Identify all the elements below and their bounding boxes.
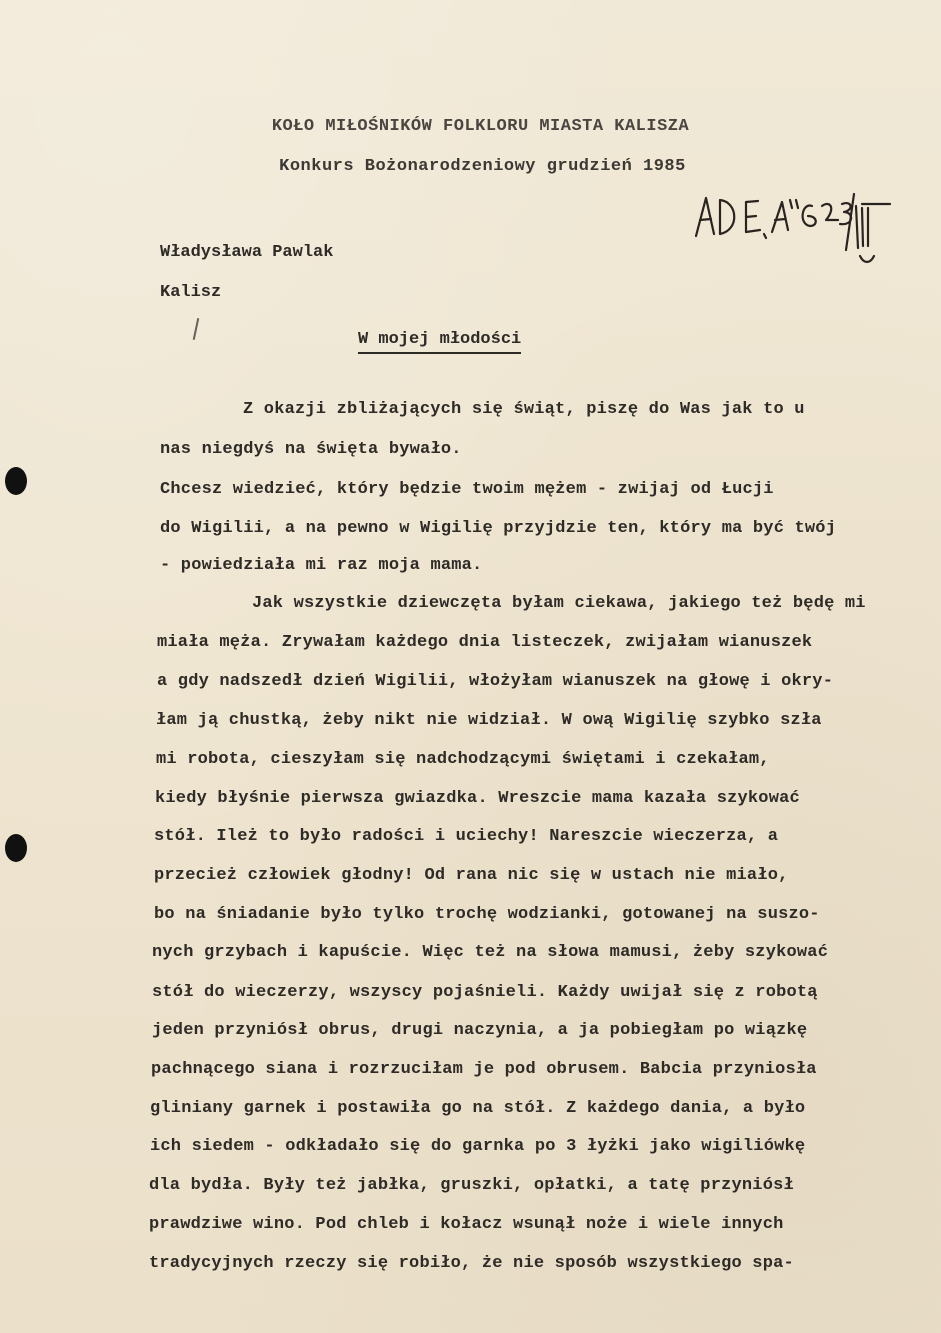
contest-header: Konkurs Bożonarodzeniowy grudzień 1985 — [279, 157, 686, 176]
body-line: a gdy nadszedł dzień Wigilii, włożyłam wianuszek na głowę i okry- — [157, 672, 834, 691]
body-line: mi robota, cieszyłam się nadchodzącymi świętami i czekałam, — [156, 750, 770, 769]
author-name: Władysława Pawlak — [160, 243, 334, 262]
body-line: przecież człowiek głodny! Od rana nic się w ustach nie miało, — [154, 866, 789, 885]
body-line: ich siedem - odkładało się do garnka po 3 łyżki jako wigiliówkę — [150, 1137, 806, 1156]
body-line: bo na śniadanie było tylko trochę wodzianki, gotowanej na suszo- — [154, 905, 820, 924]
punch-hole — [5, 467, 27, 495]
body-line: gliniany garnek i postawiła go na stół. Z każdego dania, a było — [150, 1099, 806, 1118]
punch-hole — [5, 834, 27, 862]
body-line: nych grzybach i kapuście. Więc też na słowa mamusi, żeby szykować — [152, 943, 829, 962]
author-city: Kalisz — [160, 283, 222, 302]
pen-mark — [193, 318, 200, 340]
handwritten-archive-signature — [690, 190, 900, 275]
body-line: kiedy błyśnie pierwsza gwiazdka. Wreszcie mama kazała szykować — [155, 789, 800, 808]
body-line: łam ją chustką, żeby nikt nie widział. W ową Wigilię szybko szła — [156, 711, 822, 730]
body-line: stół do wieczerzy, wszyscy pojaśnieli. Każdy uwijał się z robotą — [152, 983, 818, 1002]
story-title: W mojej młodości — [358, 330, 521, 354]
body-line: Jak wszystkie dziewczęta byłam ciekawa, jakiego też będę mi — [252, 594, 866, 613]
body-line: dla bydła. Były też jabłka, gruszki, opłatki, a tatę przyniósł — [149, 1176, 794, 1195]
body-line: jeden przyniósł obrus, drugi naczynia, a ja pobiegłam po wiązkę — [152, 1021, 808, 1040]
body-line: Z okazji zbliżających się świąt, piszę do Was jak to u — [243, 400, 805, 419]
body-line: Chcesz wiedzieć, który będzie twoim mężem - zwijaj od Łucji — [160, 480, 774, 499]
organization-header: KOŁO MIŁOŚNIKÓW FOLKLORU MIASTA KALISZA — [271, 117, 690, 136]
body-line: prawdziwe wino. Pod chleb i kołacz wsunął noże i wiele innych — [149, 1215, 784, 1234]
body-line: - powiedziała mi raz moja mama. — [160, 556, 483, 575]
body-line: pachnącego siana i rozrzuciłam je pod obrusem. Babcia przyniosła — [151, 1060, 817, 1079]
body-line: miała męża. Zrywałam każdego dnia listeczek, zwijałam wianuszek — [157, 633, 813, 652]
body-line: nas niegdyś na święta bywało. — [160, 440, 462, 459]
body-line: tradycyjnych rzeczy się robiło, że nie sposób wszystkiego spa- — [149, 1254, 794, 1273]
body-line: stół. Ileż to było radości i uciechy! Nareszcie wieczerza, a — [154, 827, 779, 846]
body-line: do Wigilii, a na pewno w Wigilię przyjdzie ten, który ma być twój — [160, 519, 837, 538]
